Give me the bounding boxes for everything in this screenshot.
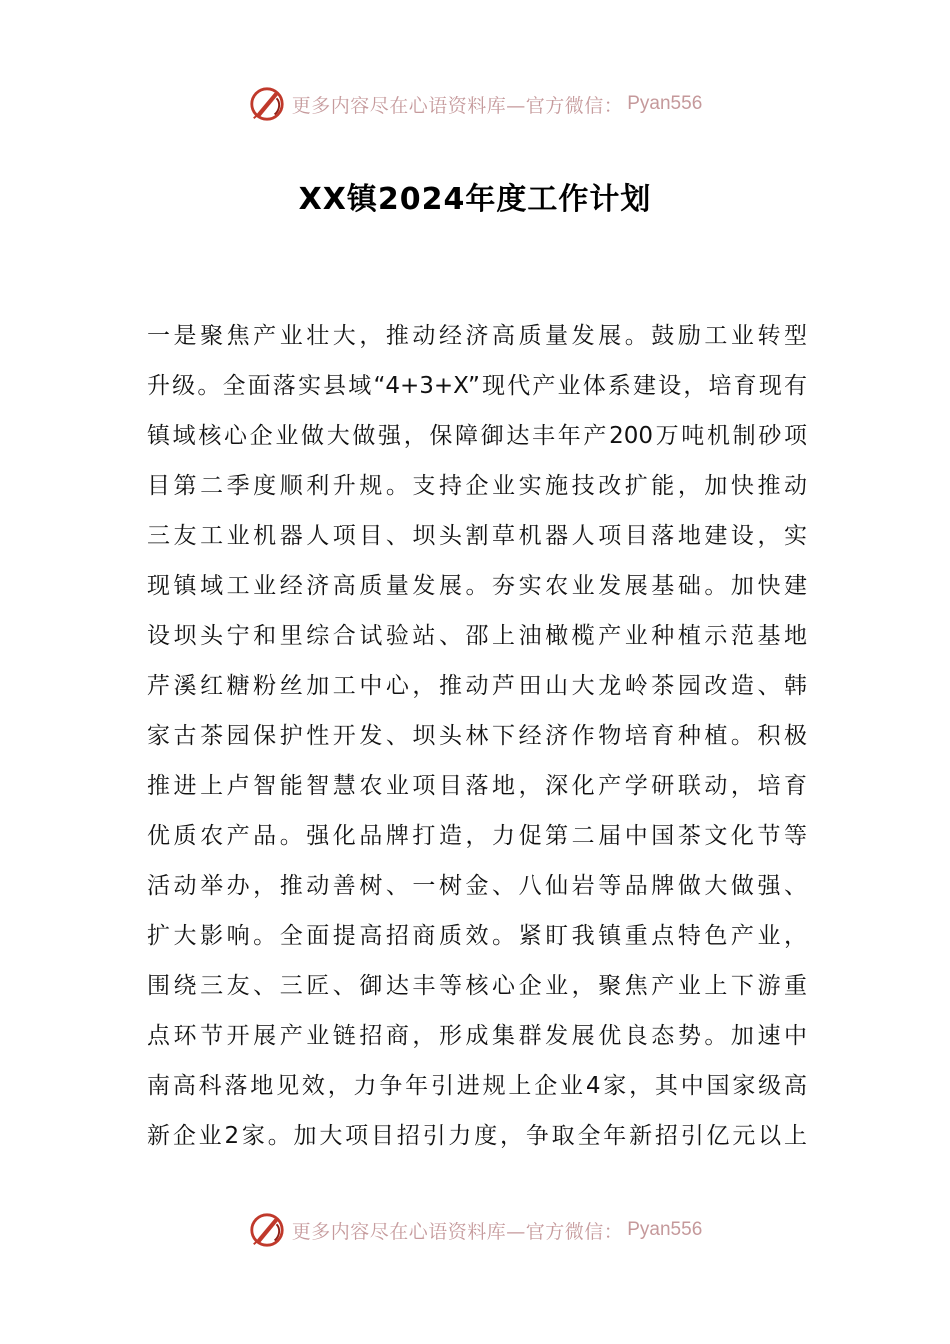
body-line: 扩大影响。全面提高招商质效。紧盯我镇重点特色产业， <box>147 923 807 949</box>
body-line: 家古茶园保护性开发、坝头林下经济作物培育种植。积极 <box>147 723 807 749</box>
body-line: 围绕三友、三匠、御达丰等核心企业，聚焦产业上下游重 <box>147 973 807 999</box>
watermark-wechat-id: Pyan556 <box>627 1219 703 1240</box>
body-line: 推进上卢智能智慧农业项目落地，深化产学研联动，培育 <box>147 773 807 799</box>
watermark-text: 更多内容尽在心语资料库—官方微信： <box>291 1220 624 1243</box>
body-line: 设坝头宁和里综合试验站、邵上油橄榄产业种植示范基地 <box>147 623 807 649</box>
footer-watermark <box>0 1210 950 1250</box>
body-line: 点环节开展产业链招商，形成集群发展优良态势。加速中 <box>147 1023 807 1049</box>
header-watermark <box>0 84 950 124</box>
body-line: 南高科落地见效，力争年引进规上企业4家，其中国家级高 <box>147 1073 807 1099</box>
body-line: 现镇域工业经济高质量发展。夯实农业发展基础。加快建 <box>147 573 807 599</box>
body-line: 一是聚焦产业壮大，推动经济高质量发展。鼓励工业转型 <box>147 323 807 349</box>
watermark-text: 更多内容尽在心语资料库—官方微信： <box>291 94 624 117</box>
body-line: 目第二季度顺利升规。支持企业实施技改扩能，加快推动 <box>147 473 807 499</box>
body-line: 三友工业机器人项目、坝头割草机器人项目落地建设，实 <box>147 523 807 549</box>
document-title: XX镇2024年度工作计划 <box>298 182 652 217</box>
watermark-wechat-id: Pyan556 <box>627 93 703 114</box>
quill-pen-logo-icon <box>248 1211 286 1249</box>
document-body <box>147 311 807 1161</box>
body-line: 活动举办，推动善树、一树金、八仙岩等品牌做大做强、 <box>147 873 807 899</box>
body-line: 升级。全面落实县域“4+3+X”现代产业体系建设，培育现有 <box>147 373 807 399</box>
quill-pen-logo-icon <box>248 85 286 123</box>
body-line: 优质农产品。强化品牌打造，力促第二届中国茶文化节等 <box>147 823 807 849</box>
body-line: 芹溪红糖粉丝加工中心，推动芦田山大龙岭茶园改造、韩 <box>147 673 807 699</box>
body-line: 新企业2家。加大项目招引力度，争取全年新招引亿元以上 <box>147 1123 807 1149</box>
body-line: 镇域核心企业做大做强，保障御达丰年产200万吨机制砂项 <box>147 423 807 449</box>
